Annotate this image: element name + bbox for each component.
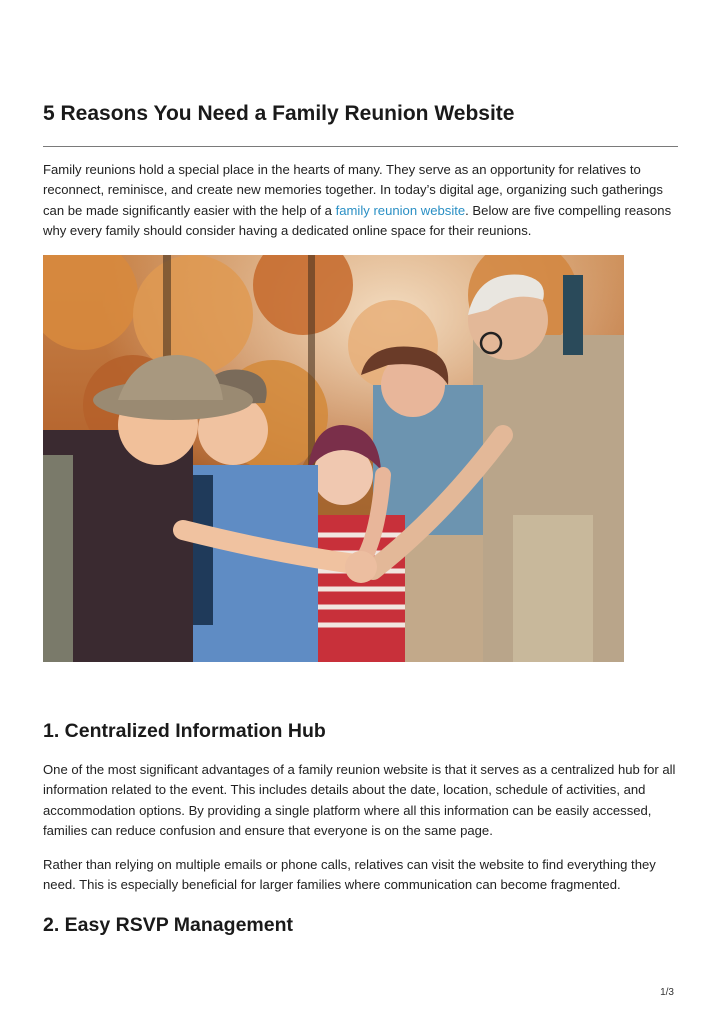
intro-text-start: Family reunions hold a special place in the hearts of many. They serve as an opportunity for relatives to reconnect, reminisce, and create new memories together. In today’s digital age, organizing such gatherings can be made significantly easier with the help of a [43,162,663,218]
page-number: 1/3 [660,987,674,998]
family-photo [43,255,624,662]
title-divider [43,146,678,147]
section-heading-rsvp: 2. Easy RSVP Management [43,914,293,936]
section1-paragraph-1: One of the most significant advantages of a family reunion website is that it serves as a centralized hub for all information related to the event. This includes details about the date, location, schedule of activities, and accommodation options. By providing a single platform where all this information can be easily accessed, families can reduce confusion and ensure that everyone is on the same page. [43,762,676,839]
section1-paragraph-2: Rather than relying on multiple emails or phone calls, relatives can visit the website to find everything they need. This is especially beneficial for larger families where communication can become fragmented. [43,857,656,893]
section-heading-centralized-hub: 1. Centralized Information Hub [43,720,326,742]
article-title: 5 Reasons You Need a Family Reunion Website [43,102,515,125]
intro-paragraph [43,160,683,242]
family-reunion-website-link[interactable]: family reunion website [335,202,466,218]
intro-text-end: . Below are five compelling reasons why every family should consider having a dedicated online space for their reunions. [43,202,672,239]
